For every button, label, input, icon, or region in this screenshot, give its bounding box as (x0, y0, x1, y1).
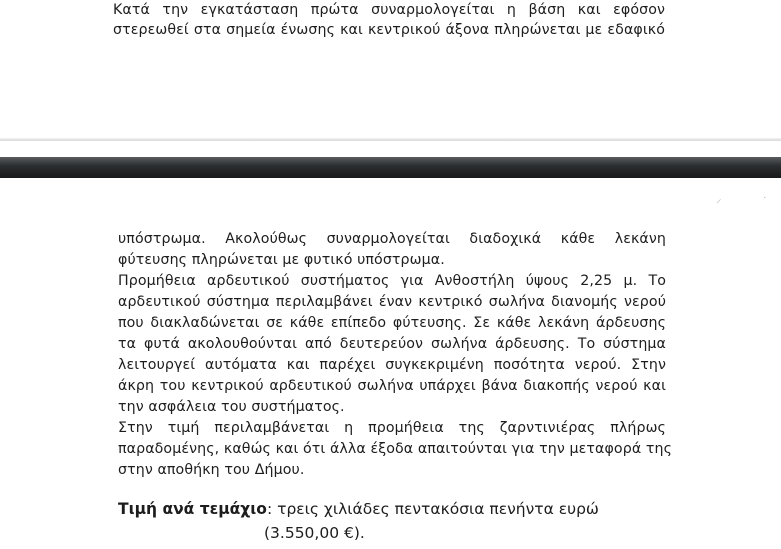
paragraph-line: την ασφάλεια του συστήματος. (118, 399, 345, 415)
paragraph-line: Προμήθεια αρδευτικού συστήματος για Ανθοστήλη ύψους 2,25 μ. Το (118, 273, 666, 289)
page-separator (0, 157, 781, 178)
paragraph-line: αρδευτικού σύστημα περιλαμβάνει έναν κεντρικό σωλήνα διανομής νερού (118, 294, 666, 310)
document-page-top (0, 0, 781, 140)
paragraph-line: Στην τιμή περιλαμβάνεται η προμήθεια της ζαρντινιέρας πλήρως (118, 420, 666, 436)
unit-price-label: Τιμή ανά τεμάχιο (118, 500, 267, 518)
paragraph-line: λειτουργεί αυτόματα και παρέχει συγκεκριμένη ποσότητα νερού. Στην (118, 357, 666, 373)
paragraph-line: στερεωθεί στα σημεία ένωσης και κεντρικού άξονα πληρώνεται με εδαφικό (113, 22, 665, 38)
paragraph-line: τα φυτά ακολουθούνται από δευτερεύον σωλήνα άρδευσης. Το σύστημα (118, 336, 666, 352)
unit-price-amount: (3.550,00 €). (264, 524, 365, 542)
paragraph-line: Κατά την εγκατάσταση πρώτα συναρμολογείται η βάση και εφόσον (113, 2, 665, 18)
top-paragraph (113, 0, 665, 40)
unit-price-line (118, 498, 678, 520)
paragraph-line: παραδομένης, καθώς και ότι άλλα έξοδα απαιτούνται για την μεταφορά της (118, 441, 673, 457)
paragraph-line: στην αποθήκη του Δήμου. (118, 462, 305, 478)
page-edge (0, 138, 781, 141)
paragraph-line: άκρη του κεντρικού αρδευτικού σωλήνα υπάρχει βάνα διακοπής νερού και (118, 378, 666, 394)
scan-speck: ⸍ (716, 197, 722, 210)
paragraph-line: φύτευσης πληρώνεται με φυτικό υπόστρωμα. (118, 252, 445, 268)
main-paragraph (118, 229, 673, 481)
unit-price-words: : τρεις χιλιάδες πεντακόσια πενήντα ευρώ (266, 500, 599, 518)
scan-speck: ˙ (762, 195, 768, 208)
paragraph-line: υπόστρωμα. Ακολούθως συναρμολογείται διαδοχικά κάθε λεκάνη (118, 231, 666, 247)
paragraph-line: που διακλαδώνεται σε κάθε επίπεδο φύτευσης. Σε κάθε λεκάνη άρδευσης (118, 315, 666, 331)
